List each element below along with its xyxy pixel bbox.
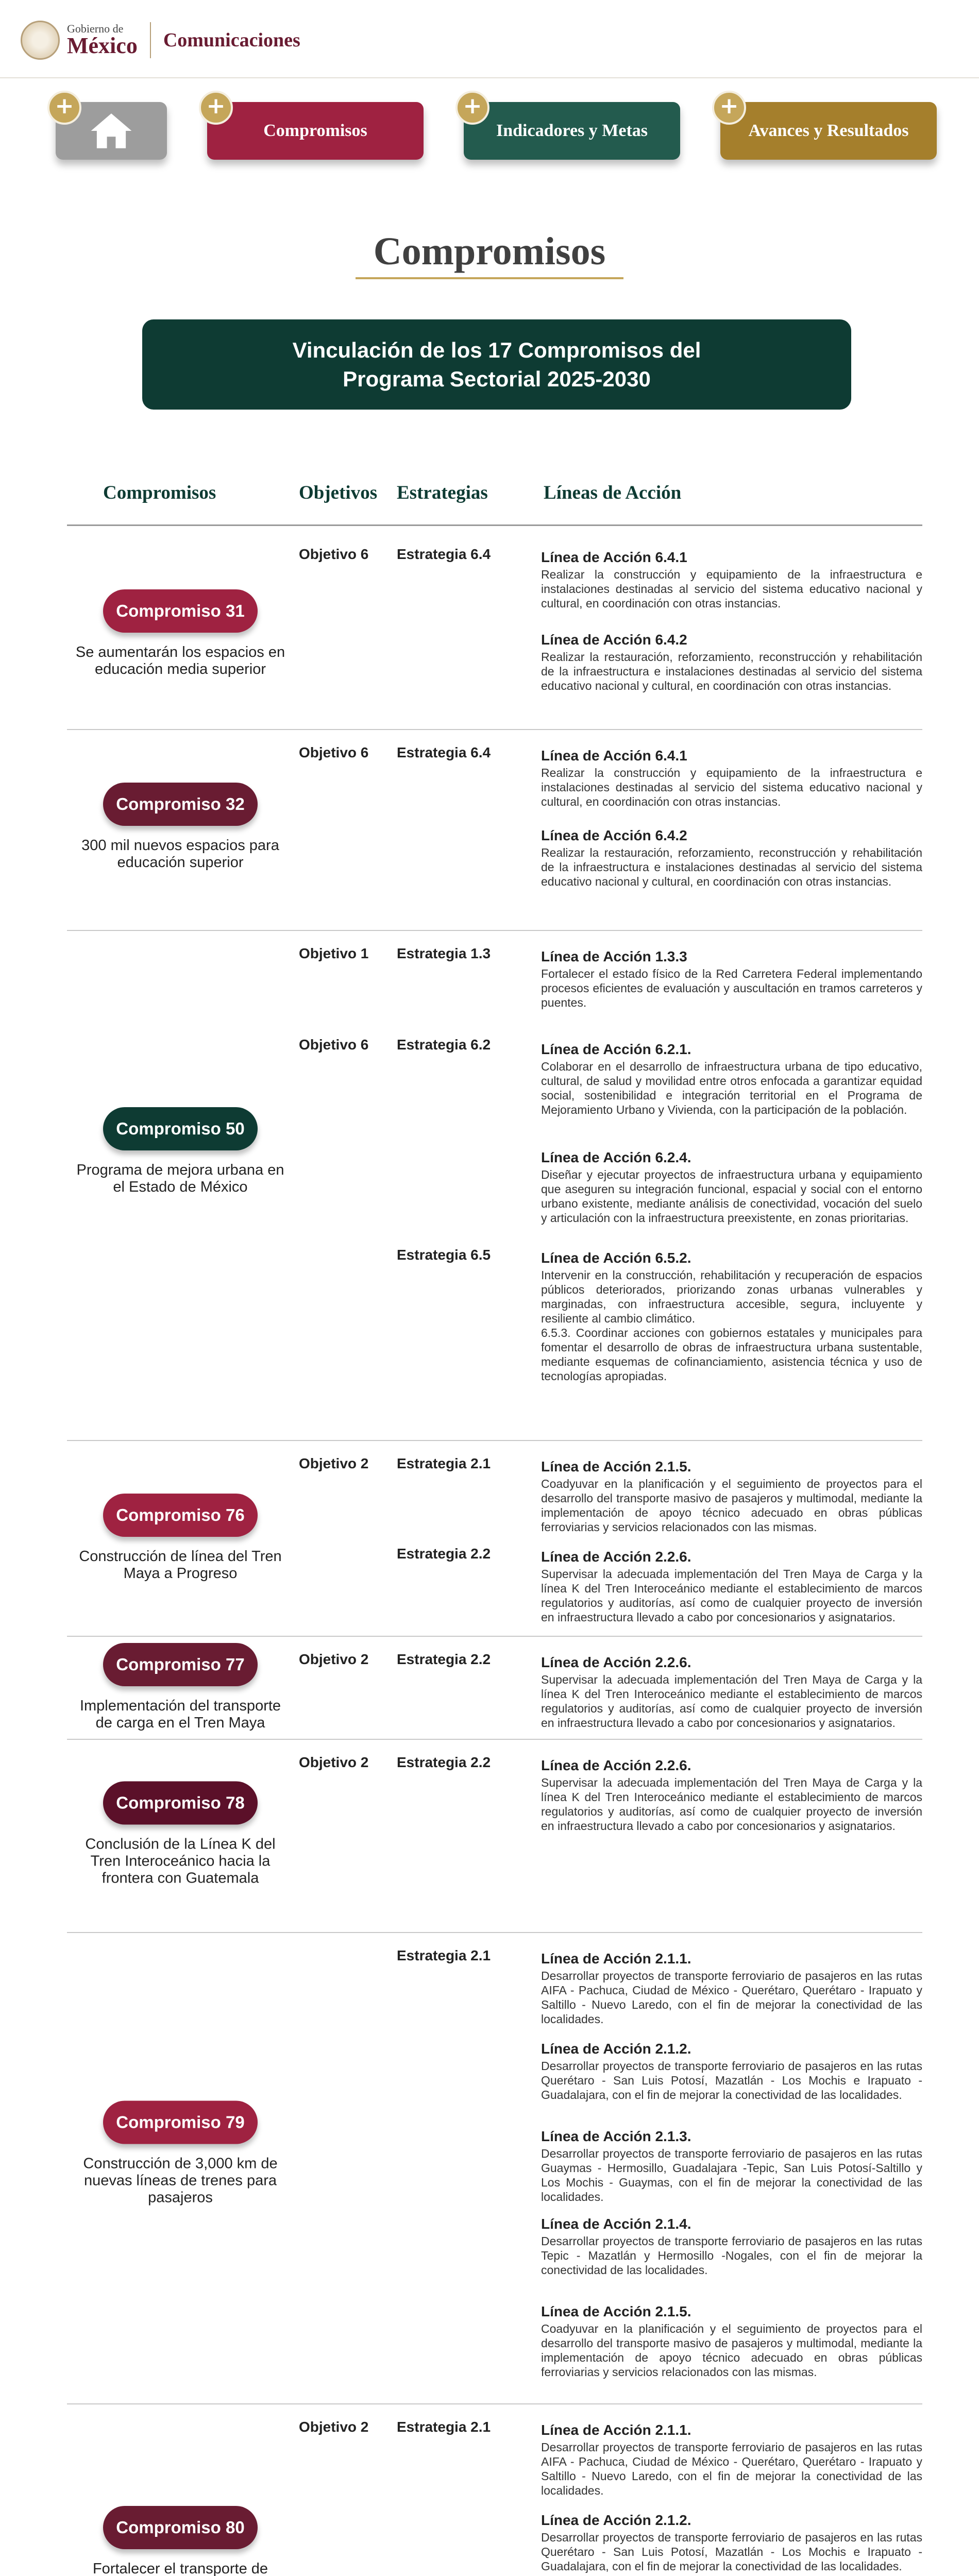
gov-big-text: México — [67, 33, 138, 58]
strategy-label: Estrategia 2.2 — [397, 1754, 491, 1770]
column-header-lineas: Líneas de Acción — [544, 482, 682, 503]
action-line — [541, 2421, 922, 2498]
action-line — [541, 2215, 922, 2277]
plus-icon: + — [712, 91, 746, 125]
action-line-title: Línea de Acción 2.1.1. — [541, 2422, 691, 2438]
action-line-title: Línea de Acción 2.1.3. — [541, 2128, 691, 2144]
action-line-text: Realizar la restauración, reforzamiento, reconstrucción y rehabilitación de la infraestructura e instalaciones destinadas al servicio del sistema educativo nacional y cultural, en coordinación con otras instancias. — [541, 846, 922, 888]
page-title: Compromisos — [373, 230, 606, 273]
commitment-description: Construcción de línea del Tren Maya a Progreso — [79, 1548, 282, 1582]
strategy-label: Estrategia 6.5 — [397, 1247, 491, 1263]
commitment-badge[interactable]: Compromiso 78 — [103, 1782, 258, 1825]
objective-label: Objetivo 2 — [299, 1455, 369, 1471]
gov-wordmark — [60, 23, 138, 57]
commitment-cell — [67, 2101, 294, 2207]
column-header-compromisos: Compromisos — [103, 482, 216, 503]
commitment-badge[interactable]: Compromiso 80 — [103, 2506, 258, 2549]
action-line — [541, 1149, 922, 1225]
action-line-text: Supervisar la adecuada implementación del Tren Maya de Carga y la línea K del Tren Interoceánico mediante el establecimiento de marcos regulatorios y auditorías, así como de cualquier proyecto de inversión en infraestructura llevado a cabo por concesionarios y asignatarios. — [541, 1673, 922, 1730]
action-line-text: Intervenir en la construcción, rehabilitación y recuperación de espacios públicos deteriorados, priorizando zonas urbanas vulnerables y marginadas, con infraestructura accesible, segura, incluyente y resiliente al cambio climático. 6.5.3. Coordinar acciones con gobiernos estatales y municipales para fomentar el desarrollo de obras de infraestructura urbana sustentable, mediante esquemas de cofinanciamiento, asistencia técnica y uso de tecnologías apropiadas. — [541, 1268, 922, 1383]
commitment-description: Se aumentarán los espacios en educación media superior — [75, 644, 285, 677]
strategy-label: Estrategia 6.4 — [397, 744, 491, 760]
org-name: Comunicaciones — [163, 29, 300, 51]
action-line — [541, 549, 922, 611]
action-line-text: Fortalecer el estado físico de la Red Carretera Federal implementando procesos eficientes de evaluación y auscultación en tramos carreteros y puentes. — [541, 967, 922, 1009]
commitment-cell — [67, 589, 294, 678]
action-line-text: Desarrollar proyectos de transporte ferroviario de pasajeros en las rutas Guaymas - Hermosillo, Guadalajara -Tepic, San Luis Potosí-Saltillo y Los Mochis - Guaymas, con el fin de mejorar la conectividad de las localidades. — [541, 2147, 922, 2204]
commitment-cell — [67, 1643, 294, 1732]
table-row — [67, 930, 922, 1441]
objective-label: Objetivo 1 — [299, 945, 369, 961]
action-line — [541, 2303, 922, 2379]
commitment-cell — [67, 783, 294, 871]
commitment-cell — [67, 1107, 294, 1196]
plus-icon: + — [455, 91, 490, 125]
action-line-title: Línea de Acción 1.3.3 — [541, 948, 687, 964]
action-line — [541, 2040, 922, 2102]
action-line-title: Línea de Acción 2.1.2. — [541, 2041, 691, 2057]
action-line — [541, 1458, 922, 1534]
logo-divider — [150, 22, 151, 58]
objective-label: Objetivo 2 — [299, 2419, 369, 2435]
strategy-label: Estrategia 2.2 — [397, 1546, 491, 1562]
commitment-description: Fortalecer el transporte de — [92, 2561, 268, 2576]
table-row — [67, 2403, 922, 2576]
action-line — [541, 1757, 922, 1833]
action-line-text: Supervisar la adecuada implementación del Tren Maya de Carga y la línea K del Tren Interoceánico mediante el establecimiento de marcos regulatorios y auditorías, así como de cualquier proyecto de inversión en infraestructura llevado a cabo por concesionarios y asignatarios. — [541, 1776, 922, 1833]
action-line-title: Línea de Acción 6.5.2. — [541, 1250, 691, 1266]
nav-compromisos-label: Compromisos — [263, 121, 367, 140]
action-line — [541, 948, 922, 1010]
action-line — [541, 747, 922, 809]
objective-label: Objetivo 6 — [299, 744, 369, 760]
action-line-title: Línea de Acción 6.4.2 — [541, 827, 687, 843]
action-line — [541, 1548, 922, 1624]
table-row — [67, 1739, 922, 1933]
action-line-text: Colaborar en el desarrollo de infraestructura urbana de tipo educativo, cultural, de salud y movilidad entre otros enfocada a garantizar equidad social, sostenibilidad e integración territorial en el Programa de Mejoramiento Urbano y Vivienda, con la participación de la población. — [541, 1060, 922, 1116]
objective-label: Objetivo 6 — [299, 546, 369, 562]
strategy-label: Estrategia 2.1 — [397, 1947, 491, 1963]
table-row — [67, 531, 922, 730]
commitment-badge[interactable]: Compromiso 32 — [103, 783, 258, 826]
action-line-text: Coadyuvar en la planificación y el seguimiento de proyectos para el desarrollo del transporte masivo de pasajeros y multimodal, mediante la implementación de apoyo técnico adecuado en obras públicas ferroviarias y servicios relacionados con las mismas. — [541, 1477, 922, 1534]
action-line — [541, 631, 922, 693]
action-line-text: Desarrollar proyectos de transporte ferroviario de pasajeros en las rutas Querétaro - San Luis Potosí, Mazatlán - Los Mochis e Irapuato - Guadalajara, con el fin de mejorar la conectividad de las localidades. — [541, 2531, 922, 2573]
nav-indicadores-label: Indicadores y Metas — [496, 121, 648, 140]
action-line — [541, 2512, 922, 2573]
commitment-description: Conclusión de la Línea K del Tren Interoceánico hacia la frontera con Guatemala — [85, 1836, 276, 1887]
table-row — [67, 1440, 922, 1637]
house-icon — [88, 108, 134, 154]
government-logo[interactable] — [21, 21, 300, 60]
plus-icon: + — [199, 91, 233, 125]
action-line-text: Realizar la construcción y equipamiento de la infraestructura e instalaciones destinadas al servicio del sistema educativo nacional y cultural, en coordinación con otras instancias. — [541, 766, 922, 808]
action-line-text: Coadyuvar en la planificación y el seguimiento de proyectos para el desarrollo del transporte masivo de pasajeros y multimodal, mediante la implementación de apoyo técnico adecuado en obras públicas ferroviarias y servicios relacionados con las mismas. — [541, 2322, 922, 2379]
action-line-title: Línea de Acción 2.2.6. — [541, 1654, 691, 1670]
nav-home-button[interactable] — [55, 93, 167, 160]
objective-label: Objetivo 6 — [299, 1037, 369, 1053]
commitment-badge[interactable]: Compromiso 79 — [103, 2101, 258, 2144]
action-line — [541, 827, 922, 889]
commitment-description: Implementación del transporte de carga en el Tren Maya — [79, 1698, 281, 1731]
table-row — [67, 1932, 922, 2404]
gov-small-text: Gobierno de — [67, 22, 124, 35]
strategy-label: Estrategia 1.3 — [397, 945, 491, 961]
plus-icon: + — [47, 91, 81, 125]
commitment-cell — [67, 2506, 294, 2576]
strategy-label: Estrategia 2.2 — [397, 1651, 491, 1667]
objective-label: Objetivo 2 — [299, 1754, 369, 1770]
action-line — [541, 1249, 922, 1383]
table-row — [67, 1636, 922, 1740]
banner-line-1: Vinculación de los 17 Compromisos del — [292, 337, 701, 362]
commitment-description: Programa de mejora urbana en el Estado de México — [76, 1162, 284, 1195]
column-header-estrategias: Estrategias — [397, 482, 488, 503]
nav-indicadores-button[interactable] — [463, 93, 680, 160]
nav-avances-label: Avances y Resultados — [748, 121, 909, 140]
action-line-text: Diseñar y ejecutar proyectos de infraestructura urbana y equipamiento que aseguren su integración funcional, espacial y social con el entorno urbano existente, mediante análisis de conectividad, vocación del suelo y articulación con la infraestructura preexistente, en zonas prioritarias. — [541, 1168, 922, 1225]
table-row — [67, 729, 922, 931]
action-line-title: Línea de Acción 2.1.1. — [541, 1951, 691, 1967]
commitment-badge[interactable]: Compromiso 77 — [103, 1643, 258, 1686]
action-line-title: Línea de Acción 2.1.5. — [541, 1459, 691, 1475]
action-line — [541, 1950, 922, 2026]
table-header-divider — [67, 524, 922, 526]
objective-label: Objetivo 2 — [299, 1651, 369, 1667]
action-line-title: Línea de Acción 2.1.5. — [541, 2303, 691, 2319]
strategy-label: Estrategia 2.1 — [397, 2419, 491, 2435]
strategy-label: Estrategia 6.2 — [397, 1037, 491, 1053]
strategy-label: Estrategia 2.1 — [397, 1455, 491, 1471]
action-line — [541, 1654, 922, 1730]
nav-avances-button[interactable] — [719, 93, 937, 160]
commitment-badge[interactable]: Compromiso 50 — [103, 1107, 258, 1150]
commitment-cell — [67, 1782, 294, 1887]
action-line-text: Realizar la restauración, reforzamiento, reconstrucción y rehabilitación de la infraestructura e instalaciones destinadas al servicio del sistema educativo nacional y cultural, en coordinación con otras instancias. — [541, 650, 922, 692]
commitment-description: Construcción de 3,000 km de nuevas líneas de trenes para pasajeros — [83, 2155, 278, 2206]
action-line-text: Desarrollar proyectos de transporte ferroviario de pasajeros en las rutas AIFA - Pachuca, Ciudad de México - Querétaro, Querétaro - Irapuato y Saltillo - Nuevo Laredo, con el fin de mejorar la conectividad de las localidades. — [541, 2441, 922, 2497]
commitment-cell — [67, 1494, 294, 1582]
nav-compromisos-button[interactable] — [206, 93, 424, 160]
action-line-text: Desarrollar proyectos de transporte ferroviario de pasajeros en las rutas Querétaro - San Luis Potosí, Mazatlán - Los Mochis e Irapuato - Guadalajara, con el fin de mejorar la conectividad de las localidades. — [541, 2059, 922, 2102]
commitment-description: 300 mil nuevos espacios para educación superior — [81, 837, 279, 871]
action-line — [541, 2128, 922, 2204]
action-line-title: Línea de Acción 6.4.1 — [541, 549, 687, 565]
action-line-title: Línea de Acción 6.4.1 — [541, 748, 687, 764]
action-line-title: Línea de Acción 2.1.2. — [541, 2512, 691, 2528]
commitment-badge[interactable]: Compromiso 76 — [103, 1494, 258, 1537]
section-banner — [142, 319, 851, 410]
action-line-title: Línea de Acción 2.2.6. — [541, 1549, 691, 1565]
title-underline — [356, 277, 623, 279]
banner-line-2: Programa Sectorial 2025-2030 — [343, 366, 651, 391]
action-line-text: Realizar la construcción y equipamiento de la infraestructura e instalaciones destinadas al servicio del sistema educativo nacional y cultural, en coordinación con otras instancias. — [541, 568, 922, 610]
strategy-label: Estrategia 6.4 — [397, 546, 491, 562]
seal-icon — [21, 21, 60, 60]
action-line-text: Desarrollar proyectos de transporte ferroviario de pasajeros en las rutas Tepic - Mazatlán y Hermosillo -Nogales, con el fin de mejorar la conectividad de las localidades. — [541, 2234, 922, 2277]
action-line-title: Línea de Acción 2.1.4. — [541, 2216, 691, 2232]
action-line-text: Desarrollar proyectos de transporte ferroviario de pasajeros en las rutas AIFA - Pachuca, Ciudad de México - Querétaro, Querétaro - Irapuato y Saltillo - Nuevo Laredo, con el fin de mejorar la conectividad de las localidades. — [541, 1969, 922, 2026]
site-header — [0, 0, 979, 78]
column-header-objetivos: Objetivos — [299, 482, 378, 503]
action-line-title: Línea de Acción 6.2.1. — [541, 1041, 691, 1057]
action-line-title: Línea de Acción 6.4.2 — [541, 632, 687, 648]
action-line-title: Línea de Acción 2.2.6. — [541, 1757, 691, 1773]
action-line — [541, 1041, 922, 1117]
action-line-title: Línea de Acción 6.2.4. — [541, 1149, 691, 1165]
action-line-text: Supervisar la adecuada implementación del Tren Maya de Carga y la línea K del Tren Interoceánico mediante el establecimiento de marcos regulatorios y auditorías, así como de cualquier proyecto de inversión en infraestructura llevado a cabo por concesionarios y asignatarios. — [541, 1567, 922, 1624]
commitment-badge[interactable]: Compromiso 31 — [103, 589, 258, 633]
